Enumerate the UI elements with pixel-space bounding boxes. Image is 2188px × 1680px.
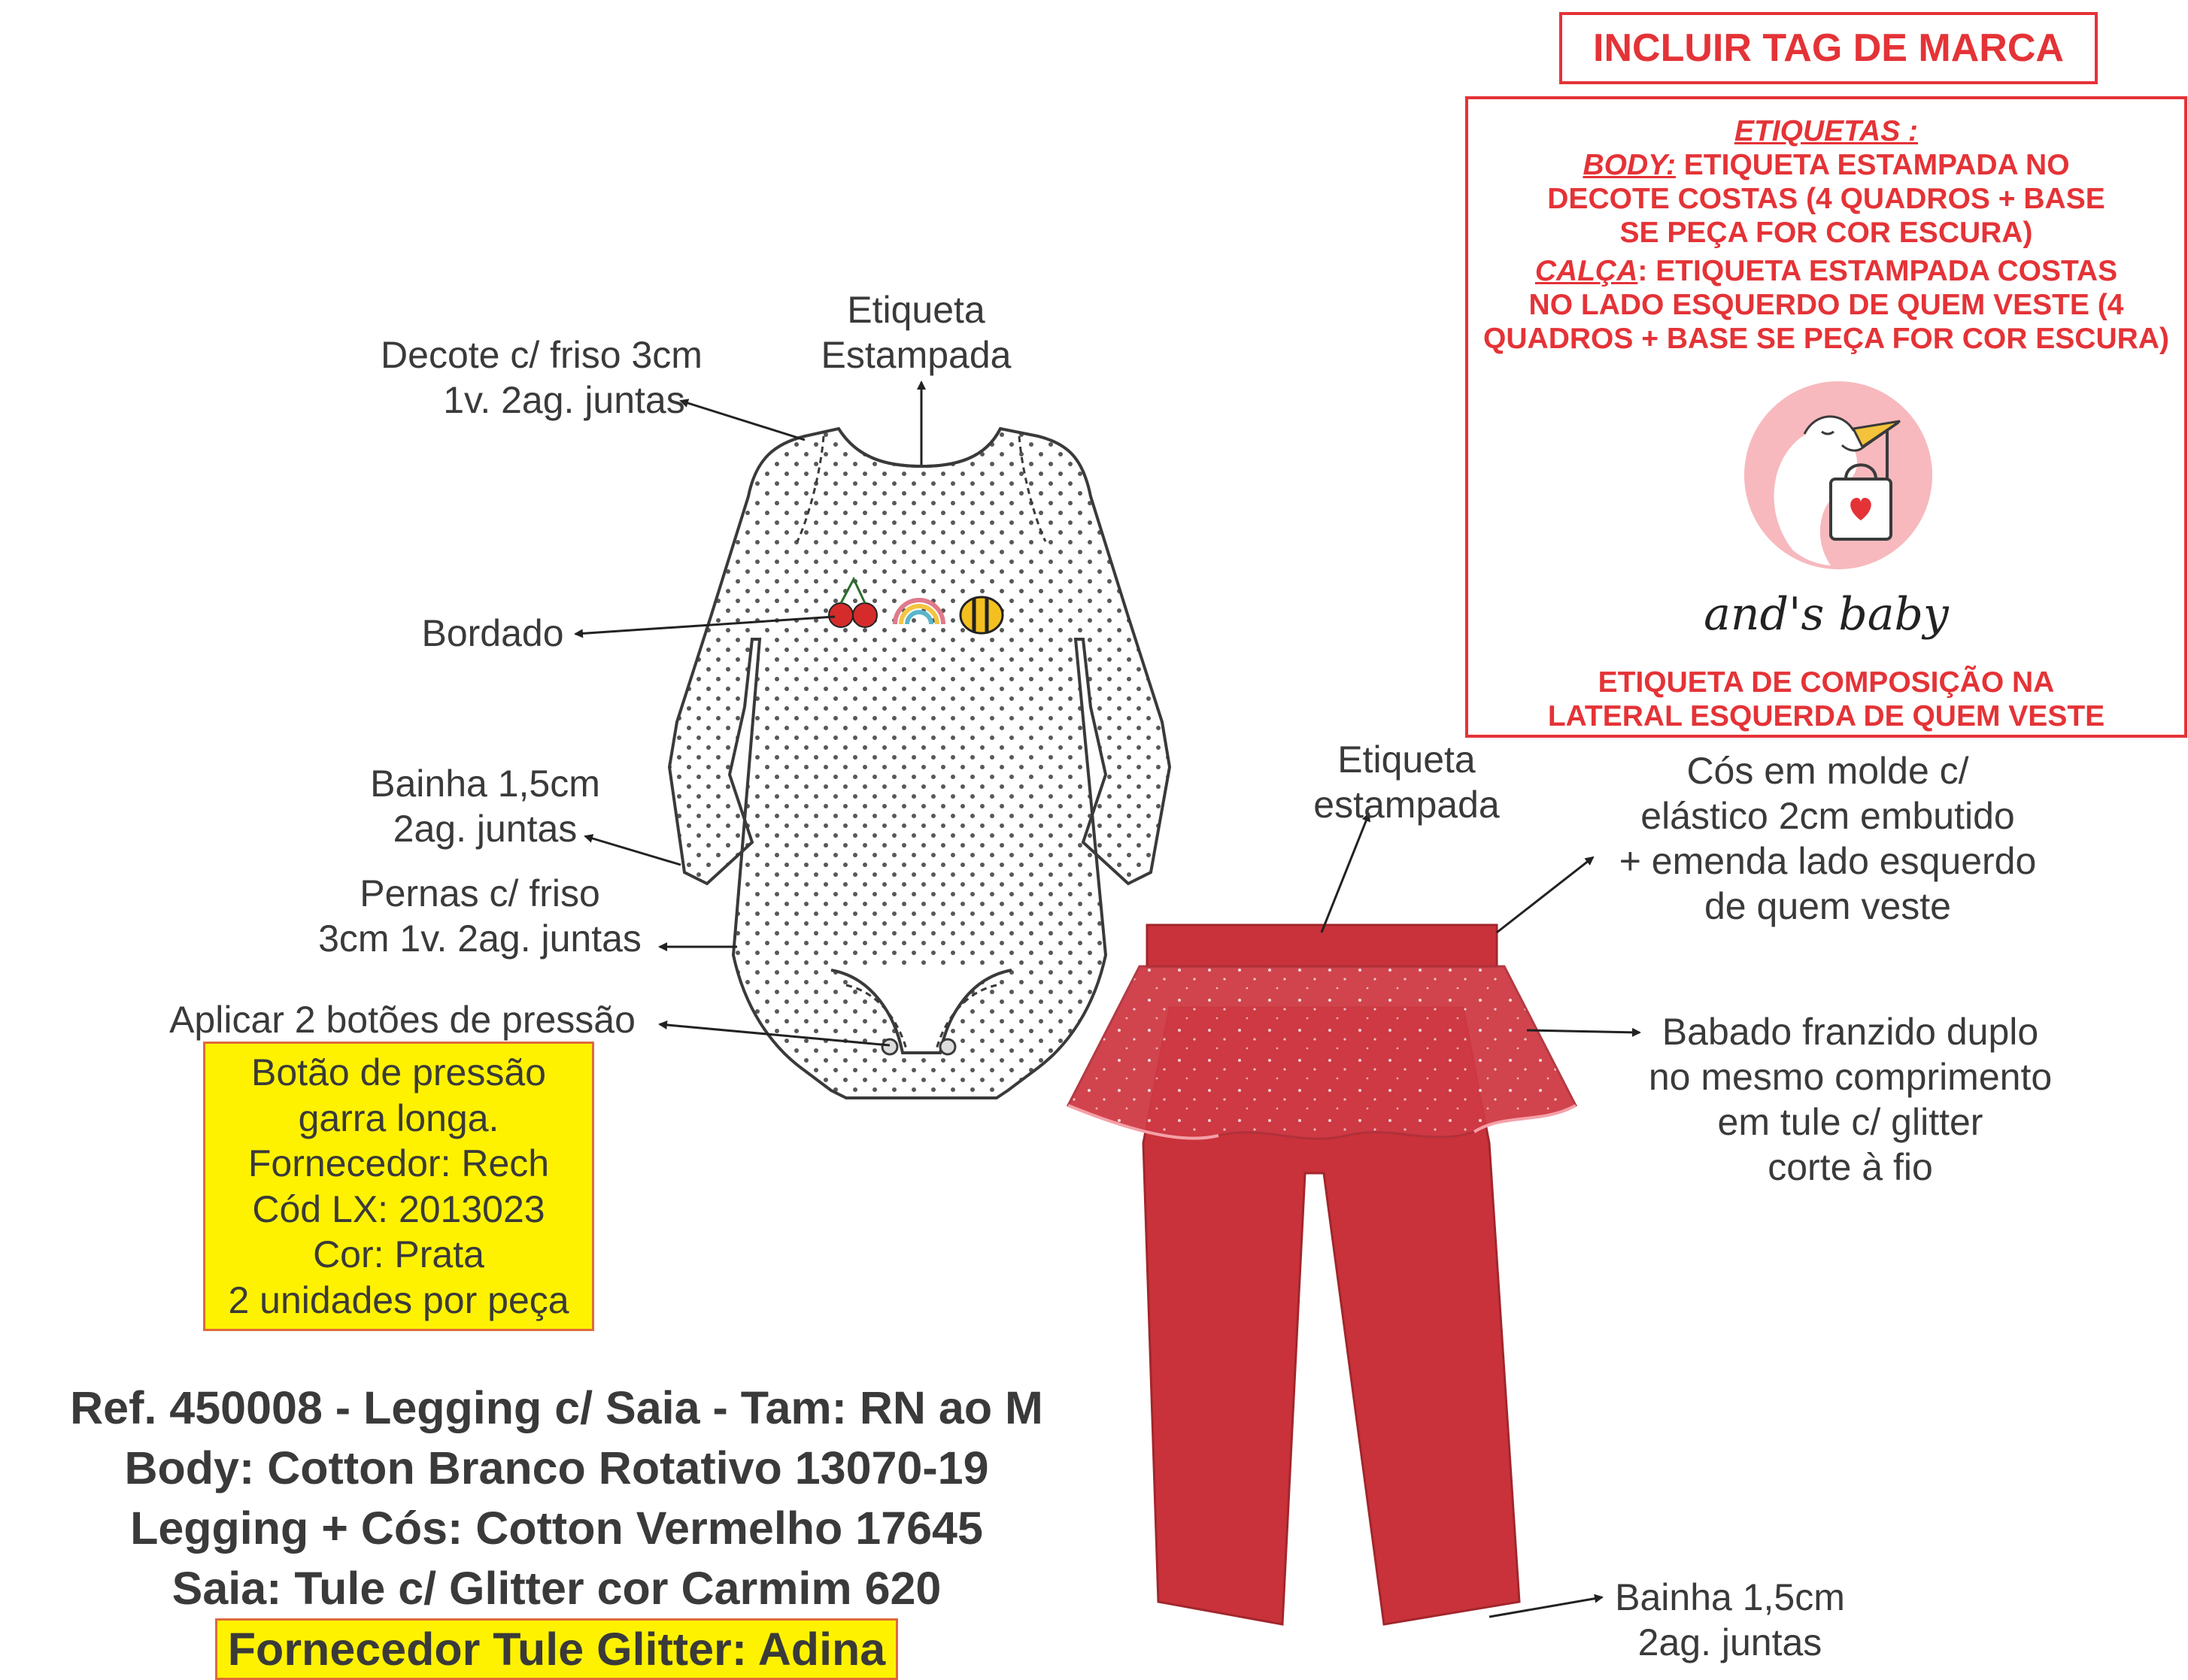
ruffle-line-3: em tule c/ glitter — [1717, 1101, 1983, 1143]
leg-opening-line-1: Pernas c/ friso — [360, 872, 600, 914]
embroidery-bee-icon — [960, 597, 1003, 633]
pants-label-text-1: : ETIQUETA ESTAMPADA COSTAS — [1637, 255, 2118, 287]
embroidery-note: Bordado — [421, 612, 564, 654]
neckline-note — [361, 332, 722, 423]
brand-tag-text: INCLUIR TAG DE MARCA — [1593, 26, 2064, 70]
neckline-line-1: Decote c/ friso 3cm — [381, 334, 703, 376]
leg-opening-line-2: 3cm 1v. 2ag. juntas — [318, 917, 642, 960]
labels-heading: ETIQUETAS : — [1734, 115, 1919, 147]
snap-buttons-note: Aplicar 2 botões de pressão — [169, 999, 636, 1041]
ruffle-line-2: no mesmo comprimento — [1648, 1056, 2053, 1098]
body-label-text-2: DECOTE COSTAS (4 QUADROS + BASE — [1547, 183, 2105, 215]
tulle-supplier-highlight: Fornecedor Tule Glitter: Adina — [215, 1618, 898, 1680]
legging-printed-label-note — [1271, 737, 1542, 827]
legging-etiqueta-line-2: estampada — [1313, 784, 1500, 826]
waistband-line-2: elástico 2cm embutido — [1640, 795, 2015, 837]
button-spec-line-4: Cód LX: 2013023 — [252, 1187, 545, 1230]
legging-hem-note — [1602, 1575, 1858, 1665]
sleeve-hem-line-1: Bainha 1,5cm — [370, 763, 600, 805]
body-etiqueta-line-1: Etiqueta — [847, 289, 985, 331]
spec-body-fabric: Body: Cotton Branco Rotativo 13070-19 — [124, 1442, 989, 1494]
body-label-text-1: ETIQUETA ESTAMPADA NO — [1675, 149, 2070, 181]
product-spec-block — [0, 1378, 1113, 1680]
neckline-line-2: 1v. 2ag. juntas — [443, 379, 685, 421]
pants-label-text-2: NO LADO ESQUERDO DE QUEM VESTE (4 — [1528, 289, 2124, 321]
button-spec-line-5: Cor: Prata — [313, 1233, 484, 1275]
leg-opening-note — [299, 871, 660, 961]
spec-skirt-fabric: Saia: Tule c/ Glitter cor Carmim 620 — [171, 1563, 942, 1614]
bodysuit-drawing — [669, 429, 1170, 1098]
button-spec-line-3: Fornecedor: Rech — [247, 1142, 550, 1184]
body-etiqueta-line-2: Estampada — [821, 334, 1012, 376]
spec-legging-fabric: Legging + Cós: Cotton Vermelho 17645 — [130, 1503, 983, 1554]
pants-label-text-3: QUADROS + BASE SE PEÇA FOR COR ESCURA) — [1483, 323, 2169, 355]
sleeve-hem-line-2: 2ag. juntas — [393, 808, 578, 850]
body-printed-label-note — [803, 287, 1029, 378]
legging-hem-line-2: 2ag. juntas — [1637, 1621, 1822, 1663]
waistband-line-4: de quem veste — [1704, 885, 1951, 927]
sleeve-hem-note — [354, 761, 617, 851]
waistband-line-3: + emenda lado esquerdo — [1619, 840, 2037, 882]
ruffle-line-4: corte à fio — [1768, 1146, 1933, 1188]
pants-label-title: CALÇA — [1534, 255, 1638, 287]
waistband-line-1: Cós em molde c/ — [1686, 750, 1969, 792]
button-spec-line-1: Botão de pressão — [251, 1051, 546, 1093]
body-label-title: BODY: — [1583, 149, 1676, 181]
button-spec-line-6: 2 unidades por peça — [228, 1278, 569, 1321]
legging-etiqueta-line-1: Etiqueta — [1337, 738, 1476, 781]
ruffle-note — [1617, 1009, 2083, 1190]
legging-hem-line-1: Bainha 1,5cm — [1615, 1576, 1845, 1618]
button-spec-line-2: garra longa. — [298, 1096, 499, 1139]
spec-reference: Ref. 450008 - Legging c/ Saia - Tam: RN ao M — [70, 1382, 1043, 1433]
snap-button-spec-box — [203, 1042, 594, 1331]
waistband-note — [1583, 748, 2072, 929]
ands-baby-logo-text: and's baby — [1704, 588, 1949, 641]
legging-with-skirt-drawing — [1068, 925, 1576, 1624]
composition-text-2: LATERAL ESQUERDA DE QUEM VESTE — [1547, 700, 2105, 732]
body-label-text-3: SE PEÇA FOR COR ESCURA) — [1619, 217, 2033, 249]
composition-text-1: ETIQUETA DE COMPOSIÇÃO NA — [1598, 666, 2055, 699]
ruffle-line-1: Babado franzido duplo — [1661, 1011, 2039, 1053]
